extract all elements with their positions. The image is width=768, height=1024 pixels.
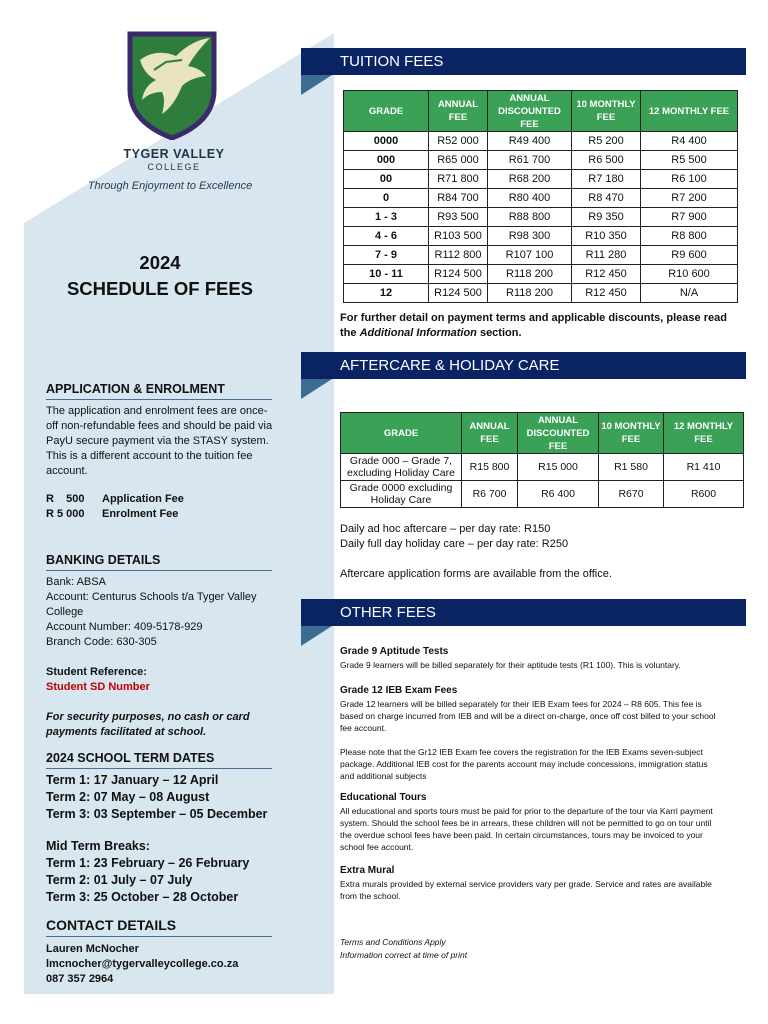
- fee-row: [46, 492, 274, 507]
- grade-cell: 1 - 3: [344, 208, 429, 227]
- other-fee-heading: Grade 12 IEB Exam Fees: [340, 685, 458, 696]
- table-header: ANNUAL DISCOUNTED FEE: [488, 91, 572, 132]
- table-header-row: [341, 413, 744, 454]
- table-row: [344, 170, 738, 189]
- fee-cell: R6 100: [641, 170, 738, 189]
- term-dates-heading: 2024 SCHOOL TERM DATES: [46, 751, 272, 769]
- other-fee-heading: Educational Tours: [340, 792, 427, 803]
- contact-email[interactable]: lmcnocher@tygervalleycollege.co.za: [46, 958, 239, 970]
- tuition-note-end: section.: [476, 327, 522, 339]
- fee-cell: R7 200: [641, 189, 738, 208]
- title-heading: SCHEDULE OF FEES: [66, 278, 254, 299]
- grade-cell: 4 - 6: [344, 227, 429, 246]
- grade-cell: 10 - 11: [344, 265, 429, 284]
- fee-cell: R8 470: [572, 189, 641, 208]
- bank-account: Account: Centurus Schools t/a Tyger Valley College: [46, 591, 257, 618]
- fee-cell: R84 700: [429, 189, 488, 208]
- table-row: [344, 284, 738, 303]
- information-correct-note: Information correct at time of print: [340, 950, 468, 960]
- tuition-fees-band: TUITION FEES: [301, 48, 746, 75]
- contact-heading: CONTACT DETAILS: [46, 917, 272, 937]
- other-fee-heading: Grade 9 Aptitude Tests: [340, 646, 449, 657]
- tuition-table-body: [344, 132, 738, 303]
- fee-cell: R118 200: [488, 284, 572, 303]
- table-header: 10 MONTHLY FEE: [599, 413, 664, 454]
- bank-branch-code: Branch Code: 630-305: [46, 636, 157, 648]
- other-fee-heading: Extra Mural: [340, 865, 395, 876]
- grade-cell: 00: [344, 170, 429, 189]
- table-row: [344, 151, 738, 170]
- other-fee-text: Grade 12 learners will be billed separately for their IEB Exam fees for 2024 – R8 605. This fee is based on charge incurred from IEB and will be a direct on-charge, once off cost billed to your school fee account.: [340, 699, 716, 733]
- fee-cell: R12 450: [572, 265, 641, 284]
- fee-label: Application Fee: [102, 493, 184, 505]
- application-text: The application and enrolment fees are once-off non-refundable fees and should be paid via PayU secure payment via the STASY system. This is a different account to the tuition fee account.: [46, 405, 273, 477]
- fee-cell: R52 000: [429, 132, 488, 151]
- grade-cell: 000: [344, 151, 429, 170]
- fee-cell: R93 500: [429, 208, 488, 227]
- contact-phone[interactable]: 087 357 2964: [46, 973, 114, 985]
- fee-cell: R600: [664, 481, 744, 508]
- other-fees-band: OTHER FEES: [301, 599, 746, 626]
- table-header: ANNUAL FEE: [462, 413, 518, 454]
- table-header: 10 MONTHLY FEE: [572, 91, 641, 132]
- other-fees-list: [340, 644, 720, 902]
- school-subname: COLLEGE: [147, 162, 201, 172]
- fee-cell: R6 700: [462, 481, 518, 508]
- student-reference-value: Student SD Number: [46, 681, 150, 693]
- fee-cell: R7 900: [641, 208, 738, 227]
- mid-term-breaks-heading: Mid Term Breaks:: [46, 839, 150, 853]
- contact-details: [46, 942, 274, 987]
- banking-details: [46, 575, 274, 740]
- band-triangle: [301, 75, 332, 95]
- holiday-care-rate: Daily full day holiday care – per day rate: R250: [340, 538, 569, 550]
- grade-cell: 0: [344, 189, 429, 208]
- fee-cell: R6 500: [572, 151, 641, 170]
- table-row: [344, 132, 738, 151]
- fee-cell: R71 800: [429, 170, 488, 189]
- table-header: 12 MONTHLY FEE: [664, 413, 744, 454]
- table-row: [344, 208, 738, 227]
- table-header: 12 MONTHLY FEE: [641, 91, 738, 132]
- table-header: ANNUAL FEE: [429, 91, 488, 132]
- fee-cell: R11 280: [572, 246, 641, 265]
- term-break: Term 3: 25 October – 28 October: [46, 890, 239, 904]
- fee-cell: R61 700: [488, 151, 572, 170]
- school-motto: Through Enjoyment to Excellence: [87, 180, 253, 192]
- fee-amount: R 500: [46, 493, 85, 505]
- fee-cell: R88 800: [488, 208, 572, 227]
- title-year: 2024: [139, 252, 181, 273]
- fee-cell: R15 800: [462, 454, 518, 481]
- tuition-fees-table: [343, 90, 738, 303]
- band-triangle: [301, 626, 332, 646]
- fee-cell: R9 600: [641, 246, 738, 265]
- table-header: GRADE: [344, 91, 429, 132]
- fee-cell: N/A: [641, 284, 738, 303]
- fee-cell: R6 400: [518, 481, 599, 508]
- aftercare-band: AFTERCARE & HOLIDAY CARE: [301, 352, 746, 379]
- bank-name: Bank: ABSA: [46, 576, 106, 588]
- band-triangle: [301, 379, 332, 399]
- other-fee-text: Please note that the Gr12 IEB Exam fee covers the registration for the IEB Exams seven-subject package. Additional IEB cost for the parents account may include concessions, immigration status and additional subjects: [340, 747, 708, 781]
- fee-label: Enrolment Fee: [102, 508, 179, 520]
- fee-cell: R1 410: [664, 454, 744, 481]
- fee-cell: R80 400: [488, 189, 572, 208]
- grade-cell: Grade 0000 excluding Holiday Care: [341, 481, 462, 508]
- fee-cell: R12 450: [572, 284, 641, 303]
- application-heading: APPLICATION & ENROLMENT: [46, 382, 272, 400]
- tuition-note: [340, 311, 740, 341]
- grade-cell: 12: [344, 284, 429, 303]
- aftercare-fees-table: [340, 412, 744, 508]
- fee-cell: R5 200: [572, 132, 641, 151]
- terms-conditions-note: Terms and Conditions Apply: [340, 937, 446, 947]
- school-name: TYGER VALLEY: [123, 147, 225, 161]
- fee-cell: R124 500: [429, 265, 488, 284]
- aftercare-table-body: [341, 454, 744, 508]
- table-header-row: [344, 91, 738, 132]
- fee-cell: R49 400: [488, 132, 572, 151]
- document-title: [40, 250, 280, 302]
- term-break: Term 1: 23 February – 26 February: [46, 856, 250, 870]
- aftercare-forms-note: Aftercare application forms are available from the office.: [340, 568, 612, 580]
- fee-cell: R68 200: [488, 170, 572, 189]
- aftercare-notes: [340, 522, 740, 582]
- school-crest-logo: [126, 30, 218, 140]
- footer-notes: [340, 936, 467, 962]
- term-date: Term 3: 03 September – 05 December: [46, 807, 268, 821]
- fee-cell: R9 350: [572, 208, 641, 227]
- fee-cell: R5 500: [641, 151, 738, 170]
- table-header: ANNUAL DISCOUNTED FEE: [518, 413, 599, 454]
- table-row: [341, 481, 744, 508]
- fee-cell: R4 400: [641, 132, 738, 151]
- fee-cell: R8 800: [641, 227, 738, 246]
- application-fees: [46, 492, 274, 522]
- grade-cell: 0000: [344, 132, 429, 151]
- table-row: [344, 265, 738, 284]
- table-row: [344, 189, 738, 208]
- term-date: Term 2: 07 May – 08 August: [46, 790, 210, 804]
- term-date: Term 1: 17 January – 12 April: [46, 773, 219, 787]
- fee-cell: R103 500: [429, 227, 488, 246]
- other-fee-text: Grade 9 learners will be billed separately for their aptitude tests (R1 100). This is voluntary.: [340, 660, 681, 670]
- fee-cell: R7 180: [572, 170, 641, 189]
- table-row: [344, 227, 738, 246]
- student-reference-label: Student Reference:: [46, 666, 147, 678]
- banking-heading: BANKING DETAILS: [46, 553, 272, 571]
- table-row: [344, 246, 738, 265]
- bank-account-number: Account Number: 409-5178-929: [46, 621, 203, 633]
- contact-name: Lauren McNocher: [46, 943, 139, 955]
- fee-cell: R670: [599, 481, 664, 508]
- fee-cell: R10 350: [572, 227, 641, 246]
- fee-cell: R98 300: [488, 227, 572, 246]
- fee-cell: R1 580: [599, 454, 664, 481]
- fee-cell: R15 000: [518, 454, 599, 481]
- fee-cell: R65 000: [429, 151, 488, 170]
- tuition-note-text: For further detail on payment terms and applicable discounts, please read the: [340, 312, 727, 339]
- table-header: GRADE: [341, 413, 462, 454]
- term-dates-list: [46, 772, 267, 906]
- fee-cell: R118 200: [488, 265, 572, 284]
- fee-cell: R107 100: [488, 246, 572, 265]
- fee-cell: R124 500: [429, 284, 488, 303]
- fee-cell: R10 600: [641, 265, 738, 284]
- fee-cell: R112 800: [429, 246, 488, 265]
- tuition-note-emphasis: Additional Information: [359, 327, 477, 339]
- fee-amount: R 5 000: [46, 508, 85, 520]
- daily-aftercare-rate: Daily ad hoc aftercare – per day rate: R150: [340, 523, 551, 535]
- fee-row: [46, 507, 274, 522]
- other-fee-text: Extra murals provided by external service providers vary per grade. Service and rates are available from the school.: [340, 879, 712, 901]
- term-break: Term 2: 01 July – 07 July: [46, 873, 193, 887]
- security-note: For security purposes, no cash or card payments facilitated at school.: [46, 711, 250, 738]
- grade-cell: 7 - 9: [344, 246, 429, 265]
- other-fee-text: All educational and sports tours must be paid for prior to the departure of the tour via Karri payment system. Should the school fees be in arrears, these children will not be permitted to go on tour until the overdue school fees have been paid. In certain circumstances, tours may be invoiced to your school fee account.: [340, 806, 713, 852]
- grade-cell: Grade 000 – Grade 7, excluding Holiday Care: [341, 454, 462, 481]
- table-row: [341, 454, 744, 481]
